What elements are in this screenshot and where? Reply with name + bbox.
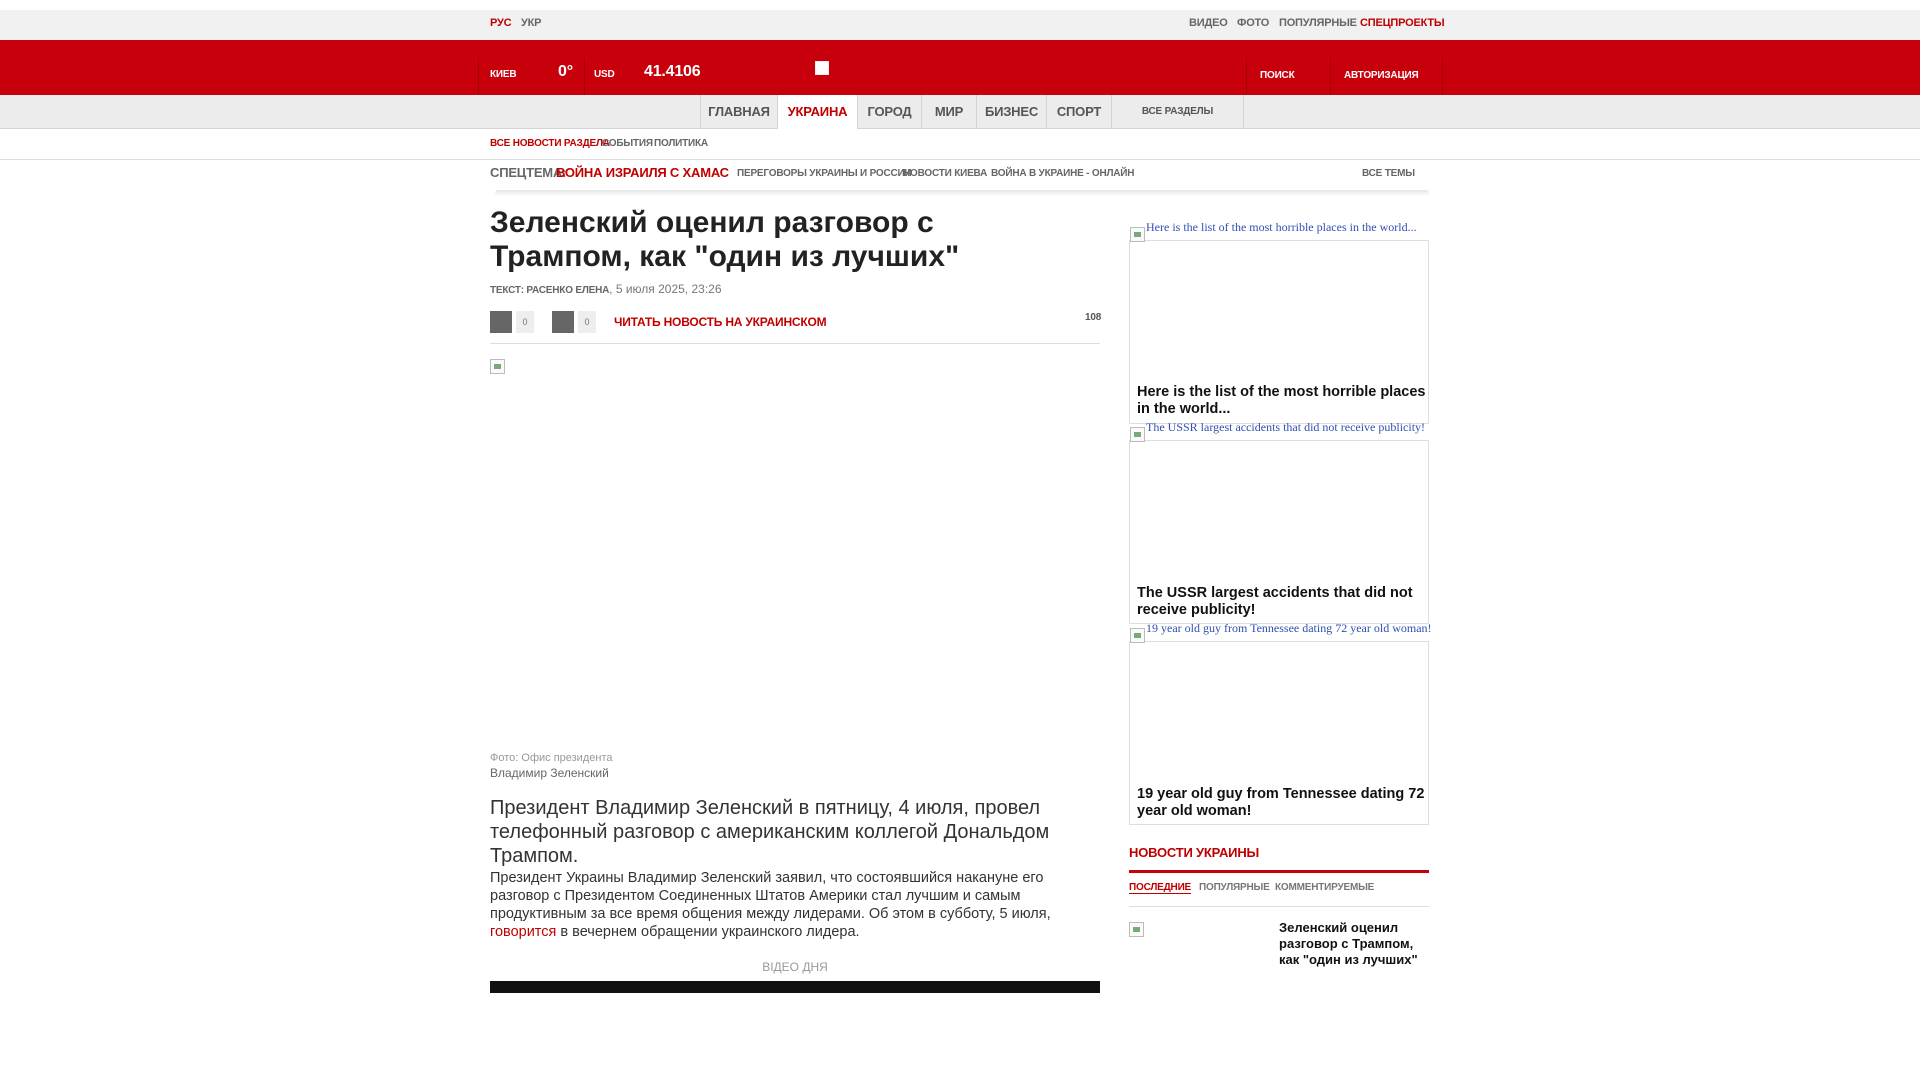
promo-card-image	[1130, 227, 1145, 242]
login-button[interactable]: АВТОРИЗАЦИЯ	[1344, 70, 1419, 81]
special-topic-all-topics[interactable]: ВСЕ ТЕМЫ	[1362, 168, 1415, 179]
share-count: 0	[516, 311, 534, 333]
article-source-link[interactable]: говорится	[490, 924, 557, 940]
video-of-day-label: ВІДЕО ДНЯ	[762, 960, 828, 974]
share-icon[interactable]	[490, 311, 512, 333]
currency-label: USD	[594, 69, 615, 80]
promo-card-image-alt: Here is the list of the most horrible places in the world...	[1146, 220, 1417, 234]
header-divider	[1330, 58, 1331, 95]
header-divider	[478, 58, 479, 95]
top-link-photo[interactable]: ФОТО	[1237, 17, 1270, 29]
top-bar	[0, 10, 1920, 40]
nav-all-sections[interactable]: ВСЕ РАЗДЕЛЫ	[1111, 95, 1244, 129]
nav-item-world[interactable]: МИР	[921, 95, 976, 129]
news-item-thumbnail[interactable]	[1129, 922, 1144, 937]
ukraine-news-section-title[interactable]: НОВОСТИ УКРАИНЫ	[1129, 845, 1260, 860]
article-divider	[490, 343, 1100, 344]
promo-card-title[interactable]: The USSR largest accidents that did not receive publicity!	[1137, 585, 1413, 618]
header-divider	[1442, 58, 1443, 95]
tab-divider	[1129, 906, 1429, 907]
article-body-text-end: в вечернем обращении украинского лидера.	[556, 924, 860, 940]
nav-item-business[interactable]: БИЗНЕС	[976, 95, 1046, 129]
special-topic-main-link[interactable]: ВОЙНА ИЗРАИЛЯ С ХАМАС	[556, 165, 729, 180]
special-topic-kyiv-news[interactable]: НОВОСТИ КИЕВА	[903, 168, 988, 179]
subnav-events[interactable]: СОБЫТИЯ	[602, 138, 653, 149]
share-count: 0	[578, 311, 596, 333]
read-ukrainian-link[interactable]: ЧИТАТЬ НОВОСТЬ НА УКРАИНСКОМ	[614, 315, 827, 329]
special-topic-war-online[interactable]: ВОЙНА В УКРАИНЕ - ОНЛАЙН	[991, 168, 1135, 179]
nav-item-ukraine[interactable]: УКРАИНА	[777, 95, 857, 129]
lang-ru-link[interactable]: РУС	[490, 17, 512, 29]
article-body-text: Президент Украины Владимир Зеленский заявил, что состоявшийся накануне его разговор с Президентом Соединенных Штатов Америки стал лучшим и самым продуктивным за все время общения между лидерами. Об этом в субботу, 5 июля,	[490, 870, 1051, 922]
promo-card-image-alt: The USSR largest accidents that did not receive publicity!	[1146, 420, 1426, 434]
article-main-image	[490, 359, 505, 374]
promo-card-title[interactable]: Here is the list of the most horrible places in the world...	[1137, 384, 1426, 417]
article-body	[490, 869, 1100, 941]
lang-uk-link[interactable]: УКР	[521, 17, 542, 29]
top-link-popular[interactable]: ПОПУЛЯРНЫЕ	[1279, 17, 1357, 29]
article-byline	[490, 282, 722, 296]
special-topic-label: СПЕЦТЕМА:	[490, 165, 567, 180]
site-logo-image[interactable]	[815, 61, 829, 75]
share-icon[interactable]	[552, 311, 574, 333]
article-title: Зеленский оценил разговор с Трампом, как "один из лучших"	[490, 206, 960, 273]
nav-item-sport[interactable]: СПОРТ	[1046, 95, 1111, 129]
weather-city-label: КИЕВ	[490, 69, 517, 80]
nav-item-city[interactable]: ГОРОД	[857, 95, 921, 129]
article-date: , 5 июля 2025, 23:26	[609, 282, 722, 296]
header-divider	[584, 58, 585, 95]
article-views-count: 108	[1085, 312, 1102, 323]
subnav-divider	[0, 159, 1920, 160]
subnav-all-news[interactable]: ВСЕ НОВОСТИ РАЗДЕЛА	[490, 138, 610, 149]
article-author: ТЕКСТ: РАСЕНКО ЕЛЕНА	[490, 285, 610, 296]
article-lead: Президент Владимир Зеленский в пятницу, 4 июля, провел телефонный разговор с американским коллегой Дональдом Трампом.	[490, 797, 1050, 867]
section-red-divider	[1129, 870, 1429, 873]
promo-card-image	[1130, 427, 1145, 442]
nav-item-home[interactable]: ГЛАВНАЯ	[700, 95, 777, 129]
site-header	[0, 40, 1920, 95]
top-link-video[interactable]: ВИДЕО	[1189, 17, 1228, 29]
news-item-title[interactable]: Зеленский оценил разговор с Трампом, как "один из лучших"	[1279, 920, 1418, 967]
special-topic-negotiations[interactable]: ПЕРЕГОВОРЫ УКРАИНЫ И РОССИИ	[737, 168, 912, 179]
promo-card-image	[1130, 628, 1145, 643]
currency-value: 41.4106	[644, 63, 701, 80]
subnav-politics[interactable]: ПОЛИТИКА	[654, 138, 708, 149]
search-button[interactable]: ПОИСК	[1260, 70, 1295, 81]
top-link-special-projects[interactable]: СПЕЦПРОЕКТЫ	[1360, 17, 1445, 29]
weather-temperature: 0°	[558, 63, 573, 80]
photo-credit: Фото: Офис президента	[490, 752, 613, 764]
tab-popular[interactable]: ПОПУЛЯРНЫЕ	[1199, 882, 1270, 893]
header-divider	[1246, 58, 1247, 95]
section-shadow-divider	[495, 190, 1429, 196]
video-player[interactable]	[490, 981, 1100, 993]
promo-card-title[interactable]: 19 year old guy from Tennessee dating 72 year old woman!	[1137, 786, 1425, 819]
photo-caption: Владимир Зеленский	[490, 766, 609, 780]
tab-commented[interactable]: КОММЕНТИРУЕМЫЕ	[1275, 882, 1375, 893]
promo-card-image-alt: 19 year old guy from Tennessee dating 72 year old woman!	[1146, 621, 1432, 635]
tab-latest[interactable]: ПОСЛЕДНИЕ	[1129, 882, 1192, 893]
